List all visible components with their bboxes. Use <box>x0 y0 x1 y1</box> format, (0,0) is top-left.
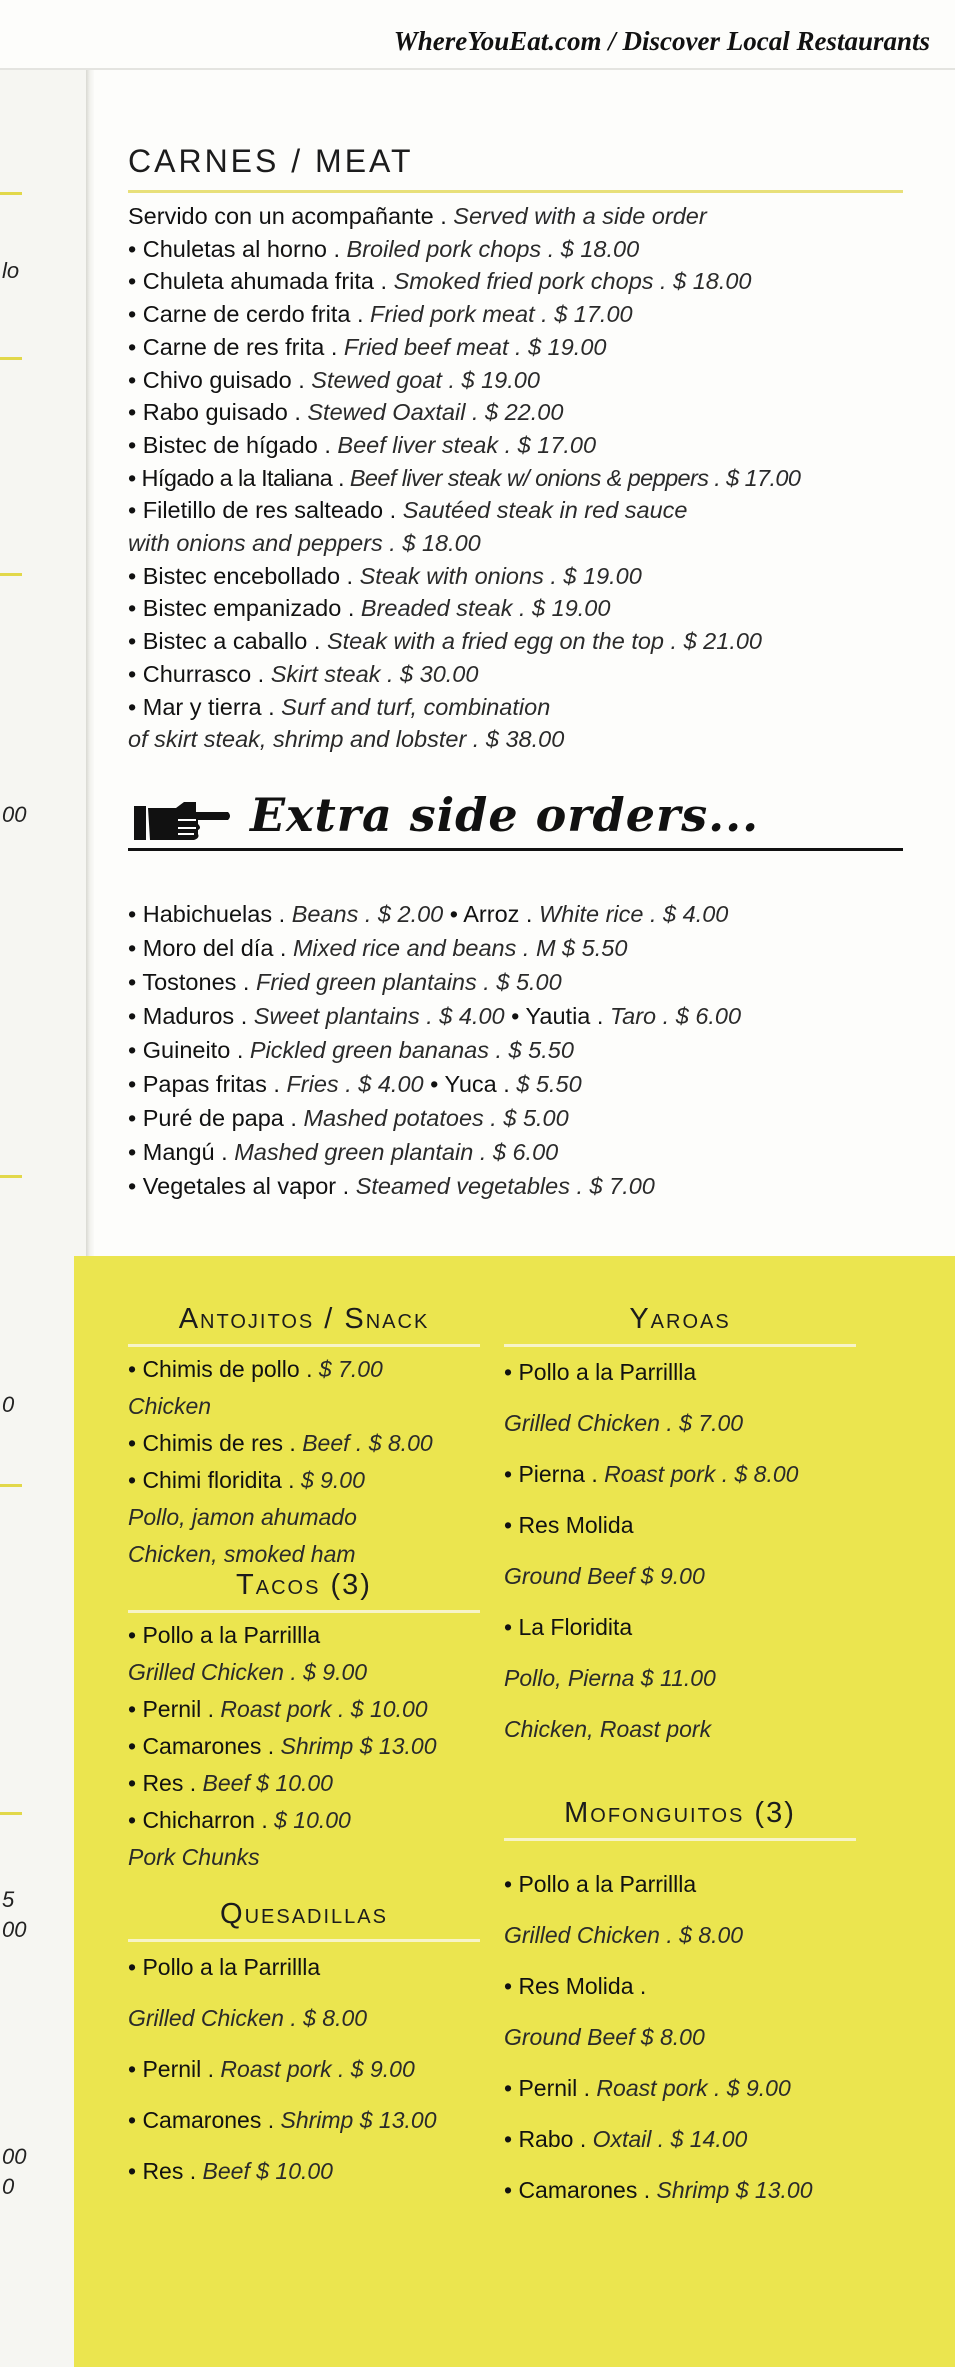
menu-item: • Mar y tierra . Surf and turf, combination <box>128 693 551 720</box>
menu-item: Pork Chunks <box>128 1844 260 1870</box>
menu-item: • Maduros . Sweet plantains . $ 4.00 • Yautia . Taro . $ 6.00 <box>128 1003 742 1029</box>
carnes-intro: Servido con un acompañante . Served with a side order <box>128 203 707 229</box>
menu-item: • Bistec empanizado . Breaded steak . $ 19.00 <box>128 595 611 622</box>
site-banner: WhereYouEat.com / Discover Local Restaurants <box>393 26 930 56</box>
quesadillas-list <box>128 1942 480 2197</box>
antojitos-rule <box>128 1344 480 1347</box>
edge-mark <box>0 1175 22 1178</box>
menu-item: Pollo, Pierna $ 11.00 <box>504 1665 716 1691</box>
antojitos-title: Antojitos / Snack <box>178 1303 430 1335</box>
menu-item: • Res . Beef $ 10.00 <box>128 2158 333 2184</box>
carnes-title-rule <box>128 190 903 193</box>
menu-item: • Bistec a caballo . Steak with a fried egg on the top . $ 21.00 <box>128 628 762 655</box>
menu-item: • Vegetales al vapor . Steamed vegetables . $ 7.00 <box>128 1173 655 1199</box>
menu-item: with onions and peppers . $ 18.00 <box>128 530 481 557</box>
tacos-rule <box>128 1610 480 1613</box>
menu-item: • Pernil . Roast pork . $ 9.00 <box>128 2056 415 2082</box>
extras-title-rule <box>128 848 903 851</box>
edge-text: 0 <box>2 2174 15 2199</box>
menu-item: • Chuleta ahumada frita . Smoked fried pork chops . $ 18.00 <box>128 268 752 295</box>
menu-item: • Camarones . Shrimp $ 13.00 <box>128 1733 437 1759</box>
menu-item: • Hígado a la Italiana . Beef liver steak w/ onions & peppers . $ 17.00 <box>128 464 801 491</box>
edge-text: 00 <box>2 1917 27 1942</box>
menu-item: • Chuletas al horno . Broiled pork chops . $ 18.00 <box>128 235 640 262</box>
menu-item: • Carne de cerdo frita . Fried pork meat . $ 17.00 <box>128 301 633 328</box>
tacos-list <box>128 1617 480 1876</box>
menu-item: • Pollo a la Parrillla <box>128 1954 321 1980</box>
menu-item: • Pierna . Roast pork . $ 8.00 <box>504 1461 799 1487</box>
menu-item: • Chivo guisado . Stewed goat . $ 19.00 <box>128 366 540 393</box>
page-fold-shadow <box>86 70 94 1260</box>
menu-item: • Rabo guisado . Stewed Oaxtail . $ 22.00 <box>128 399 564 426</box>
menu-item: • Rabo . Oxtail . $ 14.00 <box>504 2126 748 2152</box>
quesadillas-title: Quesadillas <box>220 1898 388 1930</box>
banner-divider <box>0 68 955 70</box>
edge-mark <box>0 573 22 576</box>
menu-item: • La Floridita <box>504 1614 633 1640</box>
menu-item: Chicken, smoked ham <box>128 1541 356 1567</box>
edge-mark <box>0 1484 22 1487</box>
menu-item: • Chimis de pollo . $ 7.00 <box>128 1356 383 1382</box>
menu-item: Pollo, jamon ahumado <box>128 1504 357 1530</box>
right-column <box>504 1303 856 2216</box>
menu-item: • Filetillo de res salteado . Sautéed steak in red sauce <box>128 497 688 524</box>
mofonguitos-rule <box>504 1838 856 1841</box>
edge-text: 0 <box>2 1392 15 1417</box>
edge-mark <box>0 357 22 360</box>
yaroas-title: Yaroas <box>629 1303 731 1335</box>
menu-item: Ground Beef $ 9.00 <box>504 1563 705 1589</box>
menu-item: • Res . Beef $ 10.00 <box>128 1770 333 1796</box>
menu-item: • Pernil . Roast pork . $ 9.00 <box>504 2075 791 2101</box>
carnes-section-title: CARNES / MEAT <box>128 143 414 179</box>
carnes-menu-list <box>128 200 928 756</box>
menu-item: • Pernil . Roast pork . $ 10.00 <box>128 1696 428 1722</box>
menu-item: • Papas fritas . Fries . $ 4.00 • Yuca . $ 5.50 <box>128 1071 582 1097</box>
menu-item: • Guineito . Pickled green bananas . $ 5.50 <box>128 1037 574 1063</box>
menu-item: • Camarones . Shrimp $ 13.00 <box>128 2107 437 2133</box>
menu-item: Grilled Chicken . $ 8.00 <box>128 2005 368 2031</box>
menu-item: • Pollo a la Parrillla <box>504 1359 697 1385</box>
antojitos-list <box>128 1351 480 1573</box>
menu-item: • Pollo a la Parrillla <box>504 1871 697 1897</box>
menu-item: Ground Beef $ 8.00 <box>504 2024 705 2050</box>
menu-item: of skirt steak, shrimp and lobster . $ 38.00 <box>128 726 565 753</box>
edge-text: 5 <box>2 1887 15 1912</box>
menu-item: • Res Molida <box>504 1512 634 1538</box>
menu-item: • Tostones . Fried green plantains . $ 5.00 <box>128 969 562 995</box>
menu-item: • Pollo a la Parrillla <box>128 1622 321 1648</box>
menu-item: • Bistec de hígado . Beef liver steak . $ 17.00 <box>128 431 597 458</box>
menu-item: • Chimis de res . Beef . $ 8.00 <box>128 1430 433 1456</box>
tacos-title: Tacos (3) <box>236 1569 372 1601</box>
menu-item: • Res Molida . <box>504 1973 647 1999</box>
menu-item: • Habichuelas . Beans . $ 2.00 • Arroz . White rice . $ 4.00 <box>128 901 729 927</box>
menu-item: • Camarones . Shrimp $ 13.00 <box>504 2177 813 2203</box>
menu-item: Grilled Chicken . $ 9.00 <box>128 1659 368 1685</box>
menu-item: • Moro del día . Mixed rice and beans . M $ 5.50 <box>128 935 628 961</box>
menu-item: • Churrasco . Skirt steak . $ 30.00 <box>128 660 479 687</box>
edge-text: lo <box>2 258 20 283</box>
menu-item: • Bistec encebollado . Steak with onions . $ 19.00 <box>128 562 642 589</box>
menu-item: Chicken <box>128 1393 212 1419</box>
extras-title: Extra side orders... <box>250 788 760 842</box>
left-column <box>128 1303 480 2197</box>
menu-item: • Carne de res frita . Fried beef meat . $ 19.00 <box>128 333 607 360</box>
edge-text: 00 <box>2 802 27 827</box>
edge-mark <box>0 1812 22 1815</box>
edge-text: 00 <box>2 2144 27 2169</box>
extras-menu-list <box>128 897 928 1203</box>
menu-item: • Puré de papa . Mashed potatoes . $ 5.00 <box>128 1105 569 1131</box>
mofonguitos-title: Mofonguitos (3) <box>564 1797 796 1829</box>
menu-item: • Chimi floridita . $ 9.00 <box>128 1467 365 1493</box>
menu-item: Chicken, Roast pork <box>504 1716 712 1742</box>
mofonguitos-list <box>504 1859 856 2216</box>
menu-item: Grilled Chicken . $ 8.00 <box>504 1922 744 1948</box>
edge-mark <box>0 192 22 195</box>
yaroas-list <box>504 1347 856 1755</box>
menu-item: • Mangú . Mashed green plantain . $ 6.00 <box>128 1139 559 1165</box>
menu-item: Grilled Chicken . $ 7.00 <box>504 1410 744 1436</box>
menu-item: • Chicharron . $ 10.00 <box>128 1807 351 1833</box>
pointing-hand-icon <box>132 798 232 844</box>
